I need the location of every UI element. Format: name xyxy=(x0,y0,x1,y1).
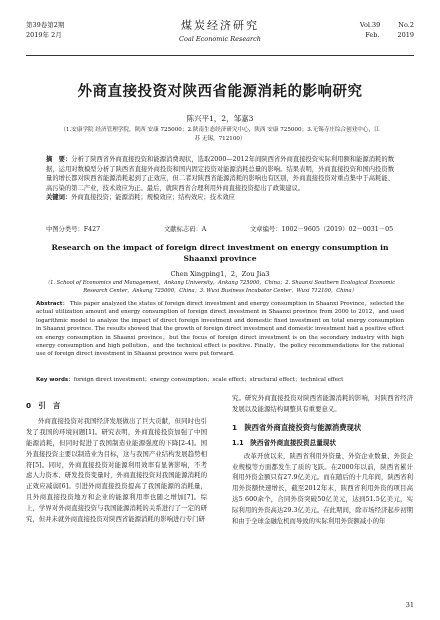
intro-continuation: 究。研究外商直接投资对陕西省能源消耗的影响，对陕西省经济发展以及能源结构调整具有重要意义。 xyxy=(232,394,413,413)
title-cn: 外商直接投资对陕西省能源消耗的影响研究 xyxy=(77,84,363,100)
abstract-cn-text: 分析了陕西省外商直接投资和能源消费现状，选取2000—2012年间陕西省外商直接投资实际利用额和能源消耗的数据，运用对数模型分析了陕西省直接外商投资和国内固定投资对能源消耗总量的影响。结果表明，外商直接投资和国内投资数量的增长都对陕西省能源消耗起到了正效应，但二者对陕西省能源消耗的影响也有区别，外商直接投资对重点集中于高耗能、高污染的第二产业，技术效应为正。最后，就陕西省合理利用外商直接投资提出了政策建议。 xyxy=(46,156,394,192)
left-column xyxy=(26,393,207,525)
section-1-heading: 1 陕西省外商直接投资与能源消费现状 xyxy=(232,422,362,432)
authors-en: Chen Xingping1，2，Zou Jia3 xyxy=(170,270,270,278)
keywords-en-label: Key words： xyxy=(36,377,74,383)
header-rule xyxy=(26,55,414,56)
classification-line xyxy=(46,224,400,233)
clc-number: 中图分类号：F427 xyxy=(46,226,101,233)
intro-paragraph: 外商直接投资对我国经济发展做出了巨大贡献，但同时也引发了我国的环境问题[1]。研究表明，外商直接投资加强了中国能源消耗，但同时促进了我国制造业能源强度的下降[2-4]。国外直接投资主要以制造业为目标，这与我国产业结构发展趋势相符[5]。同时，外商直接投资对能源利用效率有显著影响，不考虑人力资本、研发投资变量时，外商直接投资对我国能源消耗的正效应减弱[6]。引进外商直接投资提高了我国能源的消耗量，且外商直接投资地方和企业的能源利用率也随之增加[7]。综上，学界对外商直接投资与我国能源消耗的关系进行了一定的研究，但并未就外商直接投资对陕西省能源消耗的影响进行专门研 xyxy=(26,416,207,524)
abstract-en-text: This paper analyzed the status of foreign direct investment and energy consumption in Shaanxi Province，selected the actual utilization amount and energy consumption of foreign direct investment in Shaanxi province from 2000 to 2012，and used logarithmic model to analyze the impact of direct foreign investment and domestic fixed investment on total energy consumption in Shaanxi province. The results showed that the growth of foreign direct investment and domestic investment had a positive effect on energy consumption in Shaanxi province，but the focus of foreign direct investment is on the secondary industry with high energy consumption and high pollution，and the technical effect is positive. Finally，the policy recommendations for the rational use of foreign direct investment in Shaanxi province were put forward. xyxy=(36,301,404,358)
journal-name-cn: 煤炭经济研究 xyxy=(181,19,259,32)
year-en: 2019 xyxy=(397,31,414,39)
intro-heading: 0 引 言 xyxy=(26,401,61,410)
journal-name-en: Coal Economic Research xyxy=(179,35,261,43)
no-en: No.2 xyxy=(398,21,414,29)
keywords-cn-text: 外商直接投资；能源消耗；规模效应；结构效应；技术效应 xyxy=(71,194,235,202)
article-number: 文章编号：1002－9605（2019）02－0031－05 xyxy=(250,226,394,233)
date-cn: 2019年 2月 xyxy=(26,31,62,39)
abstract-en-label: Abstract： xyxy=(36,301,69,307)
vol-en: Vol.39 xyxy=(359,21,381,29)
doc-code: 文献标志码：A xyxy=(164,226,207,233)
authors-cn: 陈兴平1，2，邹嘉3 xyxy=(186,114,254,123)
abstract-en xyxy=(36,300,404,359)
keywords-en-text: foreign direct investment；energy consumption；scale effect；structural effect；technical effect xyxy=(73,377,344,383)
volume-cn: 第39卷第2期 xyxy=(26,21,65,29)
abstract-cn-label: 摘 要： xyxy=(46,156,72,163)
page-number: 31 xyxy=(405,601,414,609)
keywords-cn-label: 关键词： xyxy=(46,194,72,202)
right-column xyxy=(232,393,413,527)
month-en: Feb. xyxy=(365,31,380,39)
issue-info-en xyxy=(342,20,414,40)
keywords-en xyxy=(36,375,404,383)
subsection-1-1-heading: 1.1 陕西省外商直接投资总量现状 xyxy=(232,438,336,447)
running-header xyxy=(26,18,414,56)
section-1-1-paragraph: 改革开放以来，陕西省利用外资量、外资企业数量、外资企业规模等方面都发生了质的飞跃。在2000年以前，陕西省累计利用外资金额只有27.9亿美元。而在随后的十几年间，陕西省利用外资额快速增长，截至2012年末，陕西省利用外资的项目高达5 600余个，合同外资突破50亿美元，达到51.5亿美元，实际利用的外资高达29.3亿美元。在此期间，除市场经济起步初期和由于全球金融危机而导致的实际利用外资额减小的年 xyxy=(232,451,413,526)
affiliation-cn: （1.安康学院 经济管理学院，陕西 安康 725000；2.陕南生态经济研究中心，陕西 安康 725000；3.无锡寺庄综合创业中心，江苏 无锡，712100） xyxy=(60,127,380,142)
affiliation-en: （1. School of Economics and Management，Ankang University，Ankang 725000，China；2. Shaanxi Southern Ecological Economic Research Center，Ankang 725000，China；3. Wuxi Business Incubator Center，Wuxi 712100，China） xyxy=(44,280,396,295)
title-en: Research on the impact of foreign direct investment on energy consumption in Shaanxi province xyxy=(51,243,389,263)
abstract-cn xyxy=(46,155,394,203)
